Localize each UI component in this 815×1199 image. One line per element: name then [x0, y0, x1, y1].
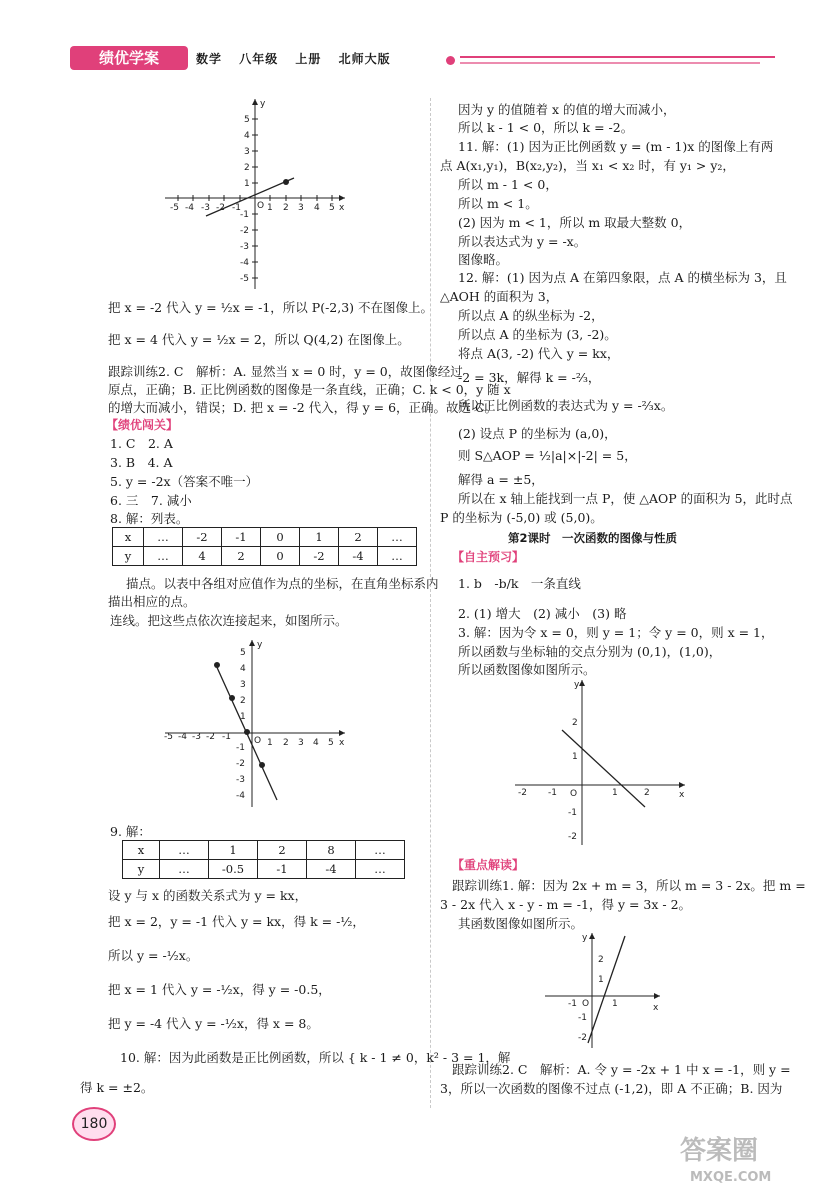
answer-1-2: 1. C 2. A — [110, 436, 173, 451]
table-cell: 2 — [222, 547, 261, 566]
left-p8: 连线。把这些点依次连接起来，如图所示。 — [110, 613, 348, 628]
right-s5: 所以函数图像如图所示。 — [458, 662, 596, 677]
svg-text:-1: -1 — [236, 743, 245, 753]
graph1-xtick-5: -1 — [232, 203, 241, 213]
graph1-xtick-2: -4 — [185, 203, 194, 213]
svg-text:2: 2 — [283, 738, 289, 748]
right-r15: -2 = 3k，解得 k = -⅔， — [458, 370, 601, 385]
header-rule — [460, 56, 775, 58]
graph1-ytick-9: -4 — [240, 258, 249, 268]
answer-8: 8. 解：列表。 — [110, 511, 189, 526]
left-p10: 把 x = 2，y = -1 代入 y = kx，得 k = -½， — [108, 914, 365, 929]
right-s4: 所以函数与坐标轴的交点分别为 (0,1)，(1,0)， — [458, 644, 722, 659]
right-r13: 所以点 A 的坐标为 (3, -2)。 — [458, 327, 617, 342]
table-cell: -4 — [307, 860, 356, 879]
answer-9: 9. 解： — [110, 824, 151, 839]
table-cell: … — [160, 841, 209, 860]
graph2-xlabel: x — [339, 738, 345, 748]
graph2-origin: O — [254, 736, 262, 746]
table-cell: … — [160, 860, 209, 879]
right-r6: 所以 m < 1。 — [458, 196, 538, 211]
table-cell: 0 — [261, 528, 300, 547]
svg-text:-2: -2 — [518, 788, 527, 798]
right-r18: 则 S△AOP = ½|a|×|-2| = 5， — [458, 448, 637, 463]
section-title-jiyou: 【绩优闯关】 — [106, 418, 179, 432]
svg-text:-1: -1 — [568, 999, 577, 1009]
table-row — [113, 547, 417, 566]
svg-text:5: 5 — [328, 738, 334, 748]
svg-text:3: 3 — [240, 680, 246, 690]
left-p1: 把 x = -2 代入 y = ½x = -1，所以 P(-2,3) 不在图像上。 — [108, 300, 434, 315]
svg-text:-3: -3 — [192, 732, 201, 742]
graph3-xlabel: x — [679, 790, 685, 800]
svg-text:2: 2 — [644, 788, 650, 798]
brand-logo: 绩优学案 — [70, 46, 188, 70]
header-subject: 数学 — [196, 52, 223, 66]
left-p14: 10. 解：因为此函数是正比例函数，所以 { k - 1 ≠ 0，k² - 3 = 1，解 — [120, 1050, 511, 1065]
table-row — [123, 841, 405, 860]
graph1-xtick-9: 4 — [314, 203, 320, 213]
left-p6: 描点。以表中各组对应值作为点的坐标，在直角坐标系内 — [126, 576, 439, 591]
header-info — [196, 50, 403, 67]
answer-6-7: 6. 三 7. 减小 — [110, 493, 192, 508]
svg-text:-2: -2 — [236, 759, 245, 769]
right-r21: P 的坐标为 (-5,0) 或 (5,0)。 — [440, 510, 603, 525]
svg-text:4: 4 — [313, 738, 319, 748]
right-r12: 所以点 A 的纵坐标为 -2， — [458, 308, 604, 323]
svg-text:3: 3 — [298, 738, 304, 748]
svg-text:-4: -4 — [236, 791, 245, 801]
svg-text:1: 1 — [612, 788, 618, 798]
graph-4 — [540, 928, 665, 1053]
graph-3 — [510, 675, 690, 850]
svg-text:-3: -3 — [236, 775, 245, 785]
graph1-ylabel: y — [260, 99, 266, 109]
graph1-xtick-4: -2 — [216, 203, 225, 213]
table-cell: … — [356, 841, 405, 860]
table-cell: 1 — [300, 528, 339, 547]
svg-text:1: 1 — [267, 738, 273, 748]
graph1-ytick-6: -1 — [240, 210, 249, 220]
left-p13: 把 y = -4 代入 y = -½x，得 x = 8。 — [108, 1016, 319, 1031]
table-8 — [112, 527, 417, 566]
column-divider — [430, 98, 431, 1108]
graph1-xtick-7: 2 — [283, 203, 289, 213]
left-p2: 把 x = 4 代入 y = ½x = 2，所以 Q(4,2) 在图像上。 — [108, 332, 410, 347]
graph1-ytick-5: 1 — [244, 179, 250, 189]
graph1-xtick-3: -3 — [201, 203, 210, 213]
table-cell: 4 — [183, 547, 222, 566]
svg-text:-1: -1 — [222, 732, 231, 742]
right-r1: 因为 y 的值随着 x 的值的增大而减小， — [458, 102, 676, 117]
right-r20: 所以在 x 轴上能找到一点 P，使 △AOP 的面积为 5，此时点 — [458, 491, 793, 506]
svg-text:-1: -1 — [548, 788, 557, 798]
right-r8: 所以表达式为 y = -x。 — [458, 234, 587, 249]
lesson-title: 第2课时 一次函数的图像与性质 — [508, 531, 677, 545]
graph1-ytick-3: 3 — [244, 147, 250, 157]
table-cell: -0.5 — [209, 860, 258, 879]
table-cell: -2 — [183, 528, 222, 547]
svg-text:1: 1 — [598, 975, 604, 985]
answer-5: 5. y = -2x（答案不唯一） — [110, 474, 259, 489]
graph1-xtick-8: 3 — [298, 203, 304, 213]
graph1-ytick-7: -2 — [240, 226, 249, 236]
graph4-ylabel: y — [582, 933, 588, 943]
svg-text:-2: -2 — [568, 832, 577, 842]
watermark-logo: 答案圈 — [680, 1136, 759, 1166]
right-r16: 所以正比例函数的表达式为 y = -⅔x。 — [458, 398, 674, 413]
right-t3: 其函数图像如图所示。 — [458, 916, 584, 931]
svg-text:2: 2 — [572, 718, 578, 728]
header-rule-2 — [460, 62, 760, 64]
graph-2 — [160, 635, 350, 810]
right-r9: 图像略。 — [458, 252, 509, 267]
right-t2: 3 - 2x 代入 x - y - m = -1，得 y = 3x - 2。 — [440, 897, 692, 912]
right-r7: (2) 因为 m < 1，所以 m 取最大整数 0， — [458, 215, 692, 230]
graph4-xlabel: x — [653, 1003, 659, 1013]
table-cell: y — [113, 547, 144, 566]
table-cell: … — [378, 528, 417, 547]
table-9 — [122, 840, 405, 879]
table-cell: 2 — [339, 528, 378, 547]
right-s2: 2. (1) 增大 (2) 减小 (3) 略 — [458, 606, 627, 621]
graph4-origin: O — [582, 999, 590, 1009]
right-t5: 3，所以一次函数的图像不过点 (-1,2)，即 A 不正确；B. 因为 — [440, 1081, 783, 1096]
graph1-ytick-4: 2 — [244, 163, 250, 173]
svg-text:5: 5 — [240, 648, 246, 658]
right-r3: 11. 解：(1) 因为正比例函数 y = (m - 1)x 的图像上有两 — [458, 139, 774, 154]
header-volume: 上册 — [295, 52, 322, 66]
table-cell: x — [123, 841, 160, 860]
page-number: 180 — [72, 1107, 116, 1141]
graph1-ytick-1: 5 — [244, 115, 250, 125]
graph1-xlabel: x — [339, 203, 345, 213]
left-p4: 原点，正确；B. 正比例函数的图像是一条直线，正确；C. k < 0，y 随 x — [108, 382, 511, 397]
right-r10: 12. 解：(1) 因为点 A 在第四象限，点 A 的横坐标为 3，且 — [458, 270, 787, 285]
left-p11: 所以 y = -½x。 — [108, 948, 199, 963]
svg-text:2: 2 — [598, 955, 604, 965]
graph3-ylabel: y — [574, 680, 580, 690]
table-cell: … — [144, 528, 183, 547]
header-dot — [446, 56, 455, 65]
table-cell: 8 — [307, 841, 356, 860]
table-cell: 0 — [261, 547, 300, 566]
svg-text:1: 1 — [572, 752, 578, 762]
left-p7: 描出相应的点。 — [108, 594, 196, 609]
left-p9: 设 y 与 x 的函数关系式为 y = kx， — [108, 888, 308, 903]
table-cell: 1 — [209, 841, 258, 860]
table-cell: -2 — [300, 547, 339, 566]
right-r5: 所以 m - 1 < 0， — [458, 177, 558, 192]
right-r11: △AOH 的面积为 3， — [440, 289, 559, 304]
svg-text:-5: -5 — [164, 732, 173, 742]
right-s3: 3. 解：因为令 x = 0，则 y = 1；令 y = 0，则 x = 1， — [458, 625, 774, 640]
header-grade: 八年级 — [239, 52, 279, 66]
svg-text:-2: -2 — [578, 1033, 587, 1043]
graph1-xtick-10: 5 — [329, 203, 335, 213]
svg-text:-1: -1 — [568, 808, 577, 818]
graph1-ytick-10: -5 — [240, 274, 249, 284]
graph3-origin: O — [570, 789, 578, 799]
svg-text:2: 2 — [240, 696, 246, 706]
right-r2: 所以 k - 1 < 0，所以 k = -2。 — [458, 120, 634, 135]
graph2-ylabel: y — [257, 640, 263, 650]
svg-text:-4: -4 — [178, 732, 187, 742]
right-s1: 1. b -b/k 一条直线 — [458, 576, 581, 591]
svg-text:-1: -1 — [578, 1013, 587, 1023]
table-cell: x — [113, 528, 144, 547]
left-p12: 把 x = 1 代入 y = -½x，得 y = -0.5， — [108, 982, 331, 997]
table-cell: y — [123, 860, 160, 879]
svg-text:1: 1 — [240, 712, 246, 722]
table-cell: … — [378, 547, 417, 566]
table-cell: … — [144, 547, 183, 566]
table-row — [123, 860, 405, 879]
table-cell: -4 — [339, 547, 378, 566]
svg-text:1: 1 — [612, 999, 618, 1009]
svg-text:4: 4 — [240, 664, 246, 674]
table-cell: -1 — [258, 860, 307, 879]
left-p3: 跟踪训练2. C 解析：A. 显然当 x = 0 时，y = 0，故图像经过 — [108, 364, 463, 379]
svg-text:-2: -2 — [206, 732, 215, 742]
graph1-xtick-6: 1 — [267, 203, 273, 213]
table-cell: 2 — [258, 841, 307, 860]
section-title-zizhu: 【自主预习】 — [452, 550, 525, 564]
header-edition: 北师大版 — [338, 52, 391, 66]
watermark-url: MXQE.COM — [690, 1170, 772, 1185]
table-cell: -1 — [222, 528, 261, 547]
right-t4: 跟踪训练2. C 解析：A. 令 y = -2x + 1 中 x = -1，则 y = — [452, 1062, 791, 1077]
right-r19: 解得 a = ±5， — [458, 472, 544, 487]
graph1-ytick-2: 4 — [244, 131, 250, 141]
graph1-ytick-8: -3 — [240, 242, 249, 252]
answer-3-4: 3. B 4. A — [110, 455, 173, 470]
right-r14: 将点 A(3, -2) 代入 y = kx， — [458, 346, 620, 361]
graph-1 — [160, 94, 350, 294]
left-p5: 的增大而减小，错误；D. 把 x = -2 代入，得 y = 6，正确。故选 C。 — [108, 400, 498, 415]
left-p15: 得 k = ±2。 — [80, 1080, 154, 1095]
right-r4: 点 A(x₁,y₁)，B(x₂,y₂)，当 x₁ < x₂ 时，有 y₁ > y₂， — [440, 158, 735, 173]
right-t1: 跟踪训练1. 解：因为 2x + m = 3，所以 m = 3 - 2x。把 m = — [452, 878, 806, 893]
graph1-origin: O — [257, 201, 265, 211]
graph1-xtick-1: -5 — [170, 203, 179, 213]
section-title-zhongdian: 【重点解读】 — [452, 858, 525, 872]
right-r17: (2) 设点 P 的坐标为 (a,0)， — [458, 426, 617, 441]
table-row — [113, 528, 417, 547]
table-cell: … — [356, 860, 405, 879]
